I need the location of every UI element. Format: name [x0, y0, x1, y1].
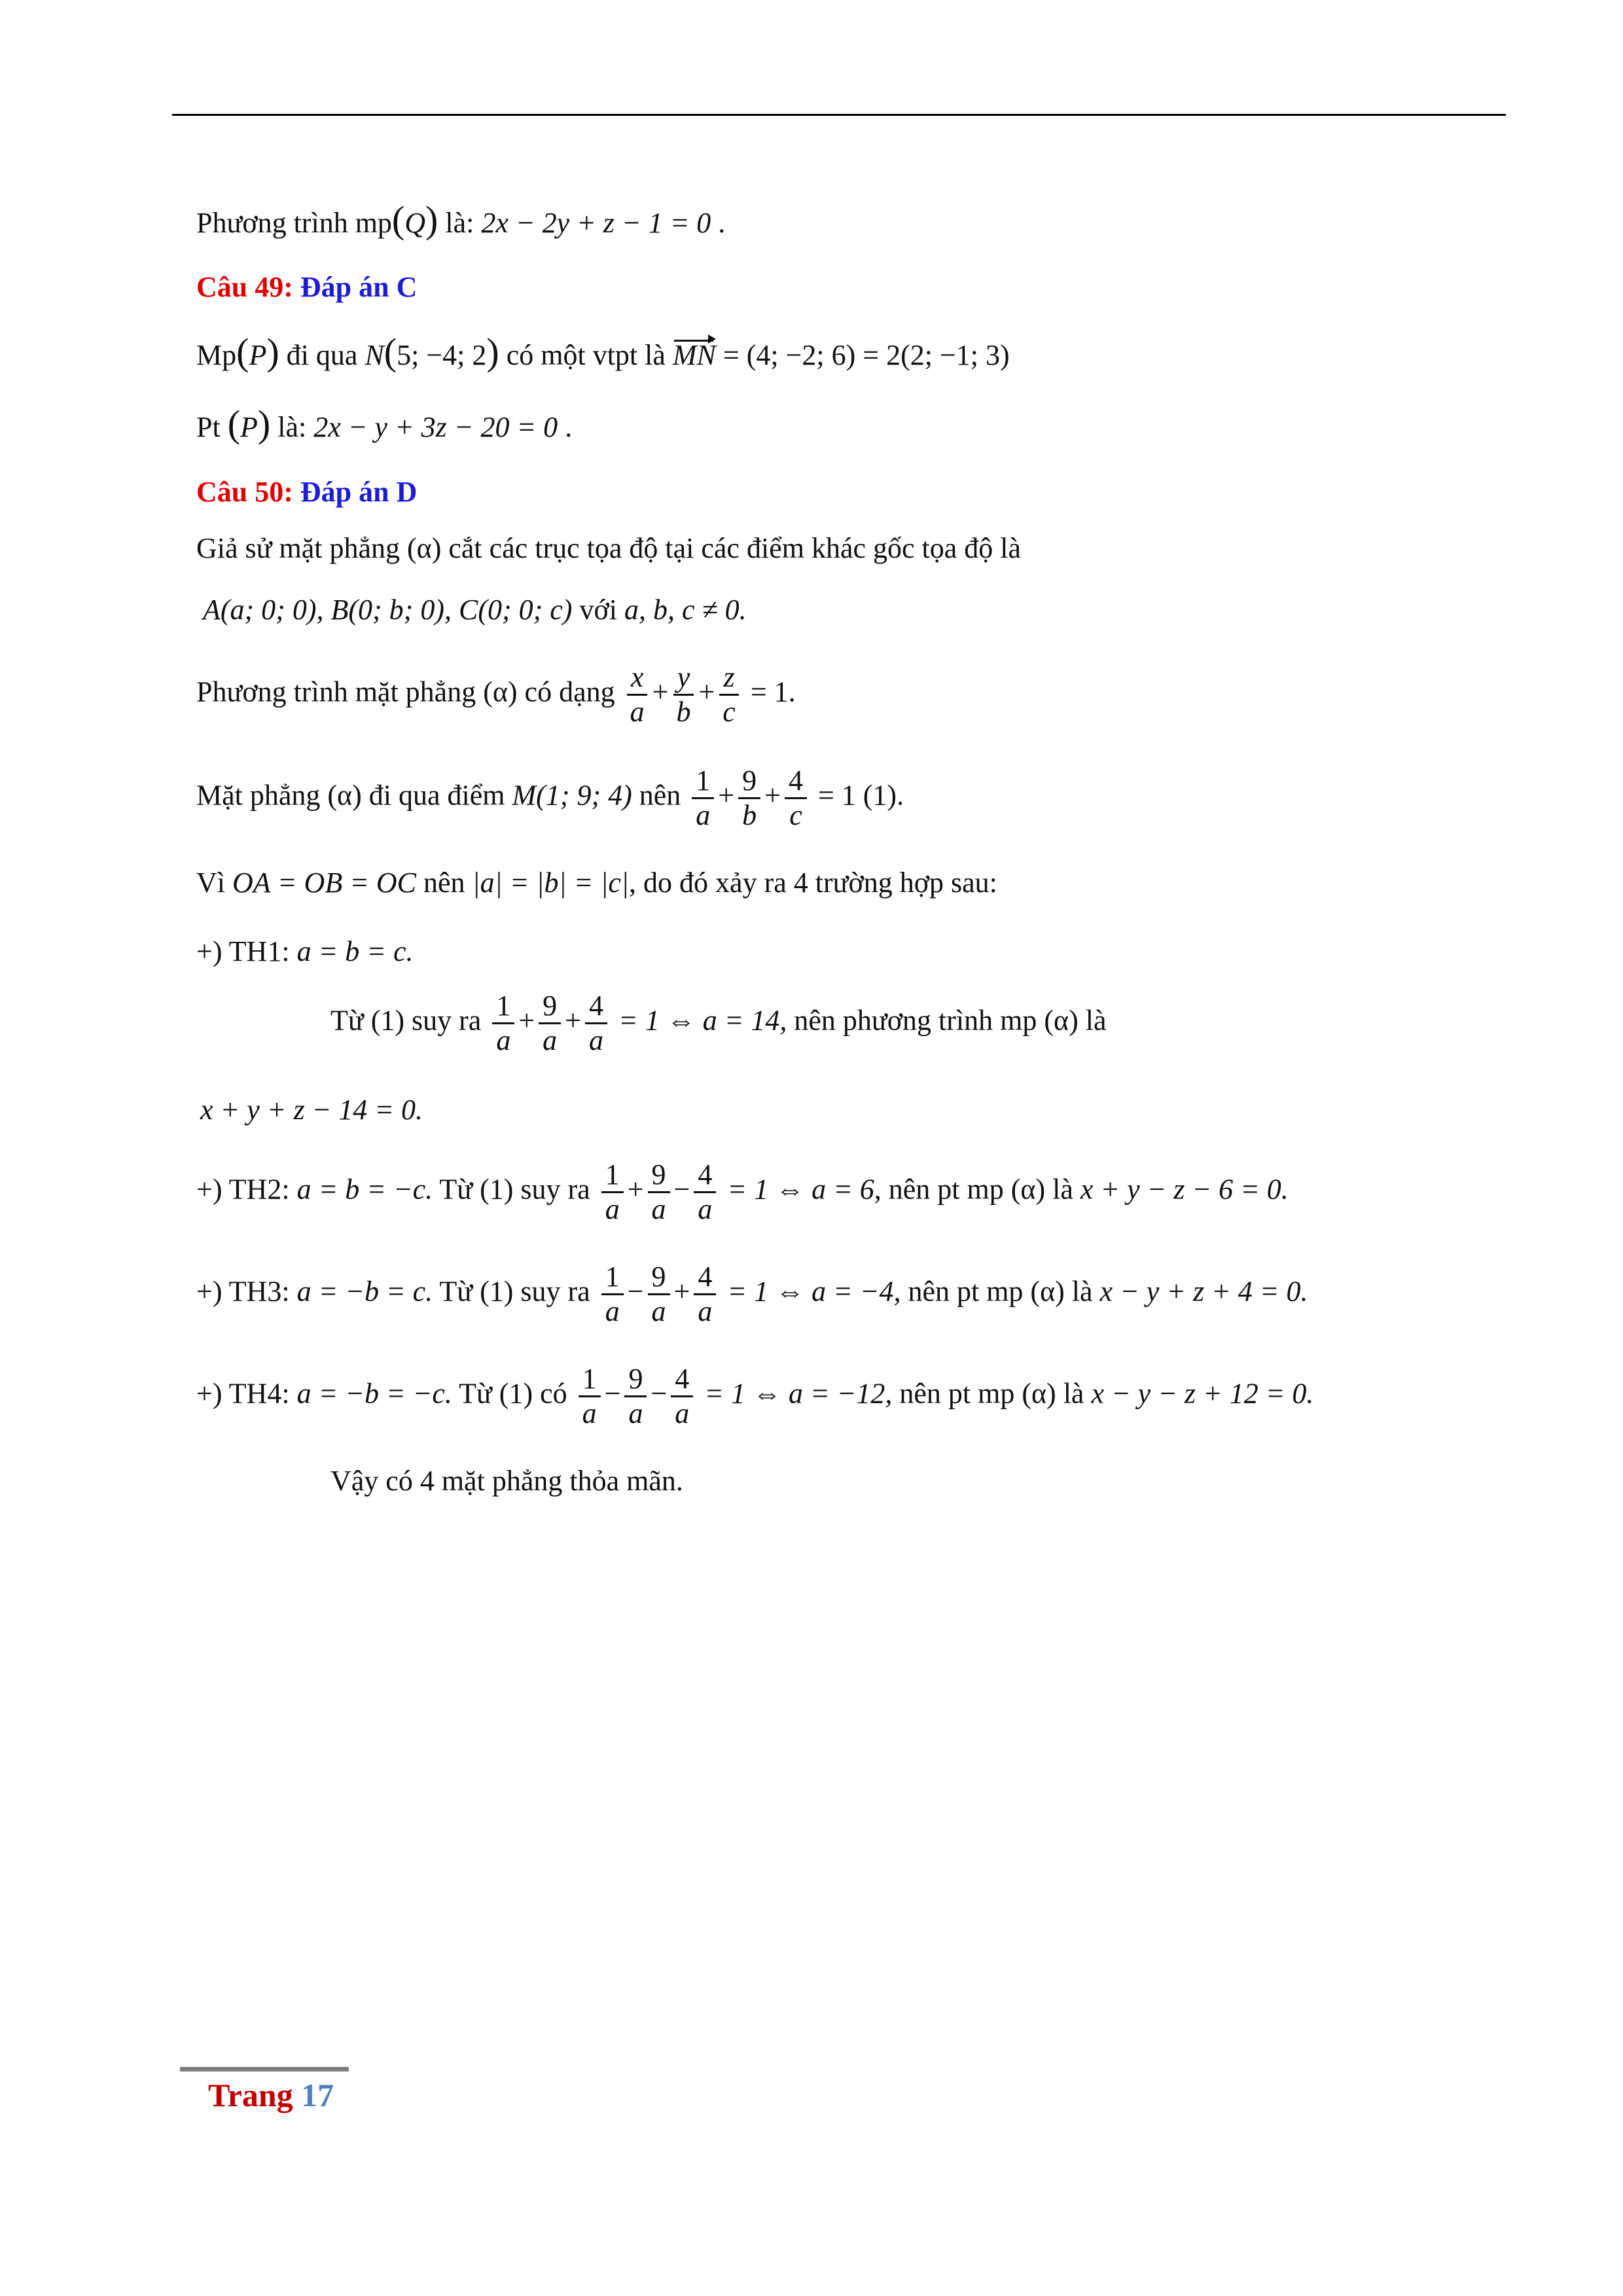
case-2-line: [196, 1158, 1289, 1226]
text: Vì: [196, 867, 232, 899]
fraction-numerator: 1: [692, 764, 714, 799]
math-symbol: −: [673, 1173, 690, 1206]
fraction-denominator: a: [651, 1193, 666, 1225]
fraction-numerator: 9: [539, 990, 561, 1024]
result: = 1 ⇔ a = 14,: [611, 1004, 787, 1037]
q49-line-2: [196, 403, 573, 445]
text: +) TH3:: [196, 1275, 297, 1308]
fraction-denominator: a: [630, 696, 645, 728]
text: với: [572, 594, 624, 626]
condition: a, b, c ≠ 0.: [624, 594, 747, 626]
fraction-numerator: 1: [601, 1158, 624, 1193]
conclusion: [330, 1464, 683, 1498]
fraction-denominator: a: [582, 1397, 597, 1429]
result: = 1 ⇔ a = 6,: [720, 1173, 882, 1206]
fraction-numerator: 4: [694, 1261, 716, 1295]
math-symbol: ): [266, 331, 279, 373]
fraction-denominator: a: [698, 1193, 713, 1225]
text: +) TH4:: [196, 1377, 297, 1410]
text: là:: [270, 411, 314, 443]
text: Mặt phẳng (α) đi qua điểm: [196, 779, 512, 812]
fraction-numerator: x: [627, 661, 648, 696]
q50-line-5: [196, 866, 997, 900]
fraction-denominator: c: [722, 696, 736, 728]
q50-line-3: [196, 661, 796, 728]
math-symbol: +: [565, 1004, 581, 1037]
text: , do đó xảy ra 4 trường hợp sau:: [629, 867, 997, 899]
equation: 2x − 2y + z − 1 = 0: [481, 207, 711, 239]
q50-line-4: [196, 764, 904, 832]
math-symbol: +: [698, 675, 715, 708]
point: M(1; 9; 4): [512, 779, 632, 812]
fraction-numerator: 1: [601, 1261, 624, 1295]
fraction-denominator: b: [742, 799, 757, 831]
page-footer: [208, 2076, 334, 2114]
math-symbol: ): [257, 403, 271, 445]
math-var: P: [240, 411, 258, 443]
fraction-denominator: a: [543, 1024, 558, 1056]
math-symbol: +: [627, 1173, 644, 1206]
text: nên pt mp (α) là: [881, 1173, 1080, 1206]
fraction-numerator: 1: [492, 990, 514, 1024]
text: là:: [438, 207, 482, 239]
fraction: [626, 661, 649, 728]
math-var: N: [365, 339, 384, 371]
question-number: Câu 50:: [196, 476, 293, 508]
text: .: [711, 207, 726, 239]
fraction-denominator: a: [628, 1397, 643, 1429]
fraction-numerator: 9: [648, 1261, 670, 1295]
equation: = (4; −2; 6) = 2(2; −1; 3): [722, 339, 1010, 371]
condition: a = −b = c.: [296, 1275, 433, 1308]
math-symbol: −: [604, 1377, 621, 1410]
math-symbol: +: [518, 1004, 535, 1037]
text: Giả sử mặt phẳng (α) cắt các trục tọa độ tại các điểm khác gốc tọa độ là: [196, 532, 1022, 564]
text: có một vtpt là: [499, 339, 673, 371]
fraction: [694, 1158, 716, 1226]
condition: a = −b = −c.: [296, 1377, 452, 1410]
fraction: [585, 990, 607, 1057]
case-3-line: [196, 1261, 1308, 1328]
fraction: [672, 661, 694, 728]
fraction: [648, 1261, 670, 1328]
text: Từ (1) suy ra: [433, 1275, 597, 1308]
q50-heading: [196, 475, 417, 509]
fraction-numerator: z: [719, 661, 738, 696]
fraction: [694, 1261, 716, 1328]
fraction-numerator: y: [673, 661, 694, 696]
math-symbol: (: [391, 198, 405, 241]
equation: x + y − z − 6 = 0.: [1080, 1173, 1289, 1206]
fraction: [648, 1158, 670, 1226]
q49-line-1: [196, 331, 1010, 373]
case-1-equation: [200, 1093, 423, 1127]
fraction-denominator: a: [675, 1397, 690, 1429]
q50-line-2: [203, 593, 747, 627]
text: +) TH1:: [196, 935, 297, 967]
math-symbol: (: [236, 331, 249, 373]
fraction: [624, 1363, 647, 1430]
question-number: Câu 49:: [196, 271, 293, 303]
equation: x + y + z − 14 = 0.: [200, 1094, 423, 1126]
coords: 5; −4; 2: [397, 339, 487, 371]
math-symbol: +: [673, 1275, 690, 1308]
text: nên phương trình mp (α) là: [787, 1004, 1107, 1037]
fraction: [601, 1261, 624, 1328]
text: +) TH2:: [196, 1173, 297, 1206]
math-symbol: (: [383, 331, 397, 373]
text: Từ (1) suy ra: [433, 1173, 597, 1206]
text: = 1.: [743, 675, 796, 708]
case-1-derivation: [330, 990, 1106, 1057]
text: Mp: [196, 339, 237, 371]
text: nên pt mp (α) là: [892, 1377, 1092, 1410]
result: = 1 ⇔ a = −12,: [697, 1377, 893, 1410]
equation: |a| = |b| = |c|: [472, 867, 630, 899]
fraction: [601, 1158, 624, 1226]
fraction-numerator: 9: [738, 764, 760, 799]
math-symbol: +: [652, 675, 669, 708]
text: Phương trình mp: [196, 207, 392, 239]
math-var: P: [249, 339, 267, 371]
case-1-line: [196, 935, 413, 969]
text: Vậy có 4 mặt phẳng thỏa mãn.: [330, 1465, 683, 1497]
fraction-denominator: a: [651, 1295, 666, 1327]
top-rule: [172, 114, 1506, 116]
equation: x − y − z + 12 = 0.: [1091, 1377, 1314, 1410]
math-symbol: ): [425, 198, 438, 241]
math-symbol: +: [764, 779, 781, 812]
text: nên: [416, 867, 473, 899]
fraction-numerator: 9: [624, 1363, 647, 1397]
math-symbol: −: [627, 1275, 644, 1308]
text: nên pt mp (α) là: [901, 1275, 1100, 1308]
text: Phương trình mặt phẳng (α) có dạng: [196, 675, 622, 708]
fraction-numerator: 4: [694, 1158, 716, 1193]
math-symbol: +: [718, 779, 735, 812]
result: = 1 ⇔ a = −4,: [720, 1275, 901, 1308]
condition: a = b = c.: [296, 935, 414, 967]
math-symbol: (: [227, 403, 241, 445]
fraction: [785, 764, 807, 832]
text: .: [558, 411, 573, 443]
points: A(a; 0; 0), B(0; b; 0), C(0; 0; c): [203, 594, 573, 626]
fraction-denominator: a: [605, 1295, 620, 1327]
text: Từ (1) suy ra: [330, 1004, 489, 1037]
equation: OA = OB = OC: [232, 867, 417, 899]
fraction: [539, 990, 561, 1057]
fraction-denominator: a: [696, 799, 711, 831]
q49-heading: [196, 270, 417, 304]
fraction-numerator: 4: [585, 990, 607, 1024]
fraction: [738, 764, 760, 832]
text: = 1 (1).: [810, 779, 904, 812]
fraction-denominator: a: [698, 1295, 713, 1327]
condition: a = b = −c.: [296, 1173, 433, 1206]
text: Từ (1) có: [452, 1377, 575, 1410]
math-symbol: ): [486, 331, 499, 373]
text: nên: [632, 779, 688, 812]
fraction: [719, 661, 740, 728]
answer-label: Đáp án C: [300, 271, 418, 303]
fraction-numerator: 4: [671, 1363, 693, 1397]
case-4-line: [196, 1363, 1313, 1430]
fraction-denominator: a: [589, 1024, 603, 1056]
fraction-denominator: a: [605, 1193, 620, 1225]
math-var: Q: [404, 207, 426, 239]
fraction: [671, 1363, 693, 1430]
fraction: [492, 990, 514, 1057]
math-symbol: −: [651, 1377, 668, 1410]
fraction-denominator: c: [789, 799, 802, 831]
footer-label: Trang: [208, 2077, 293, 2113]
footer-rule: [180, 2067, 349, 2072]
text: Pt: [196, 411, 221, 443]
fraction: [579, 1363, 601, 1430]
page-number: 17: [301, 2077, 334, 2113]
answer-label: Đáp án D: [300, 476, 418, 508]
q-plane-line: [196, 198, 726, 241]
fraction-denominator: a: [496, 1024, 511, 1056]
fraction-numerator: 1: [579, 1363, 601, 1397]
q50-line-1: [196, 531, 1021, 565]
equation: 2x − y + 3z − 20 = 0: [313, 411, 558, 443]
text: đi qua: [279, 339, 365, 371]
fraction-denominator: b: [676, 696, 691, 728]
equation: x − y + z + 4 = 0.: [1099, 1275, 1308, 1308]
fraction-numerator: 9: [648, 1158, 670, 1193]
fraction: [692, 764, 714, 832]
vector-mn: MN: [672, 339, 716, 371]
fraction-numerator: 4: [785, 764, 807, 799]
